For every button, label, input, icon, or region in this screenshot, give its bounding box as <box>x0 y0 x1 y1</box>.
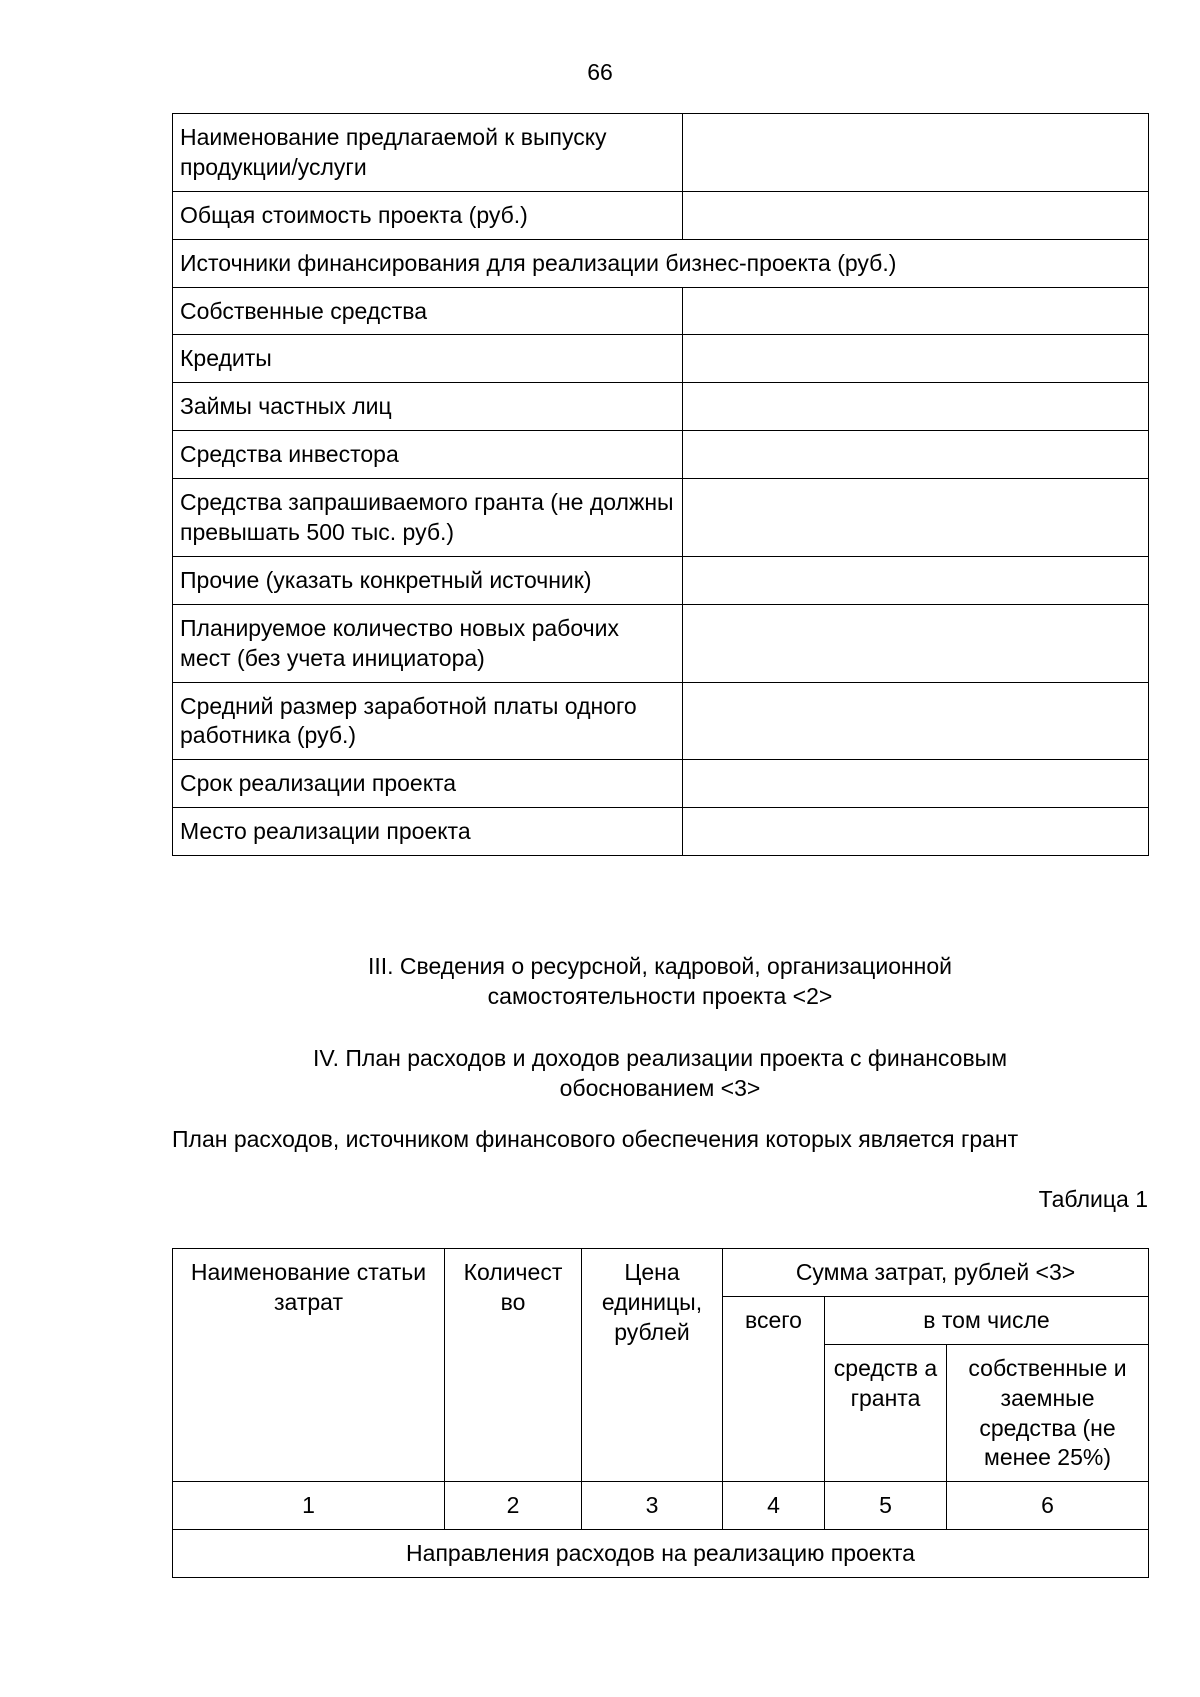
header-including: в том числе <box>825 1296 1149 1344</box>
form-row-value[interactable] <box>683 556 1149 604</box>
section-3-heading-line1: III. Сведения о ресурсной, кадровой, организационной <box>367 953 953 979</box>
form-row-label: Средства инвестора <box>173 431 683 479</box>
form-row <box>173 191 1149 239</box>
form-row-value[interactable] <box>683 604 1149 682</box>
form-row <box>173 239 1149 287</box>
plan-caption: План расходов, источником финансового обеспечения которых является грант <box>172 1126 1019 1152</box>
header-grant-funds: средств а гранта <box>825 1344 947 1482</box>
form-row-label: Кредиты <box>173 335 683 383</box>
form-row <box>173 431 1149 479</box>
form-row-label: Источники финансирования для реализации бизнес-проекта (руб.) <box>173 239 1149 287</box>
column-number: 1 <box>173 1482 445 1530</box>
section-4-heading-line1: IV. План расходов и доходов реализации проекта с финансовым <box>312 1045 1008 1071</box>
form-row <box>173 114 1149 192</box>
project-info-table <box>172 113 1149 856</box>
header-quantity: Количест во <box>445 1249 582 1482</box>
section-3-heading-line2: самостоятельности проекта <2> <box>487 982 833 1009</box>
form-row-label: Средства запрашиваемого гранта (не должны превышать 500 тыс. руб.) <box>173 479 683 557</box>
header-total: всего <box>723 1296 825 1481</box>
form-row-label: Срок реализации проекта <box>173 760 683 808</box>
column-numbers-row <box>173 1482 1149 1530</box>
form-row <box>173 335 1149 383</box>
form-row-value[interactable] <box>683 431 1149 479</box>
form-row-value[interactable] <box>683 682 1149 760</box>
form-row <box>173 556 1149 604</box>
column-number: 3 <box>582 1482 723 1530</box>
section-4-heading-line2: обоснованием <3> <box>559 1074 761 1101</box>
column-number: 5 <box>825 1482 947 1530</box>
form-row-value[interactable] <box>683 114 1149 192</box>
header-item-name: Наименование статьи затрат <box>173 1249 445 1482</box>
form-row-label: Прочие (указать конкретный источник) <box>173 556 683 604</box>
column-number: 6 <box>947 1482 1149 1530</box>
form-row-value[interactable] <box>683 383 1149 431</box>
form-row-label: Средний размер заработной платы одного работника (руб.) <box>173 682 683 760</box>
form-row-label: Займы частных лиц <box>173 383 683 431</box>
header-unit-price: Цена единицы, рублей <box>582 1249 723 1482</box>
form-row-label: Общая стоимость проекта (руб.) <box>173 191 683 239</box>
form-row <box>173 479 1149 557</box>
section-4-heading <box>172 1044 1148 1104</box>
form-row-value[interactable] <box>683 335 1149 383</box>
column-number: 2 <box>445 1482 582 1530</box>
form-row-value[interactable] <box>683 479 1149 557</box>
form-row <box>173 760 1149 808</box>
form-row-value[interactable] <box>683 808 1149 856</box>
form-row <box>173 682 1149 760</box>
form-row-label: Место реализации проекта <box>173 808 683 856</box>
form-row <box>173 287 1149 335</box>
section-row <box>173 1530 1149 1578</box>
column-number: 4 <box>723 1482 825 1530</box>
form-row-value[interactable] <box>683 760 1149 808</box>
form-row-label: Планируемое количество новых рабочих мест (без учета инициатора) <box>173 604 683 682</box>
section-row-label: Направления расходов на реализацию проекта <box>173 1530 1149 1578</box>
form-row-value[interactable] <box>683 287 1149 335</box>
page-number: 66 <box>587 59 613 85</box>
form-row-value[interactable] <box>683 191 1149 239</box>
cost-plan-table <box>172 1248 1149 1578</box>
form-row <box>173 604 1149 682</box>
form-row <box>173 383 1149 431</box>
table-label: Таблица 1 <box>1038 1186 1148 1212</box>
form-row-label: Наименование предлагаемой к выпуску продукции/услуги <box>173 114 683 192</box>
form-row-label: Собственные средства <box>173 287 683 335</box>
header-own-funds: собственные и заемные средства (не менее 25%) <box>947 1344 1149 1482</box>
header-total-cost: Сумма затрат, рублей <3> <box>723 1249 1149 1297</box>
form-row <box>173 808 1149 856</box>
section-3-heading <box>172 952 1148 1012</box>
